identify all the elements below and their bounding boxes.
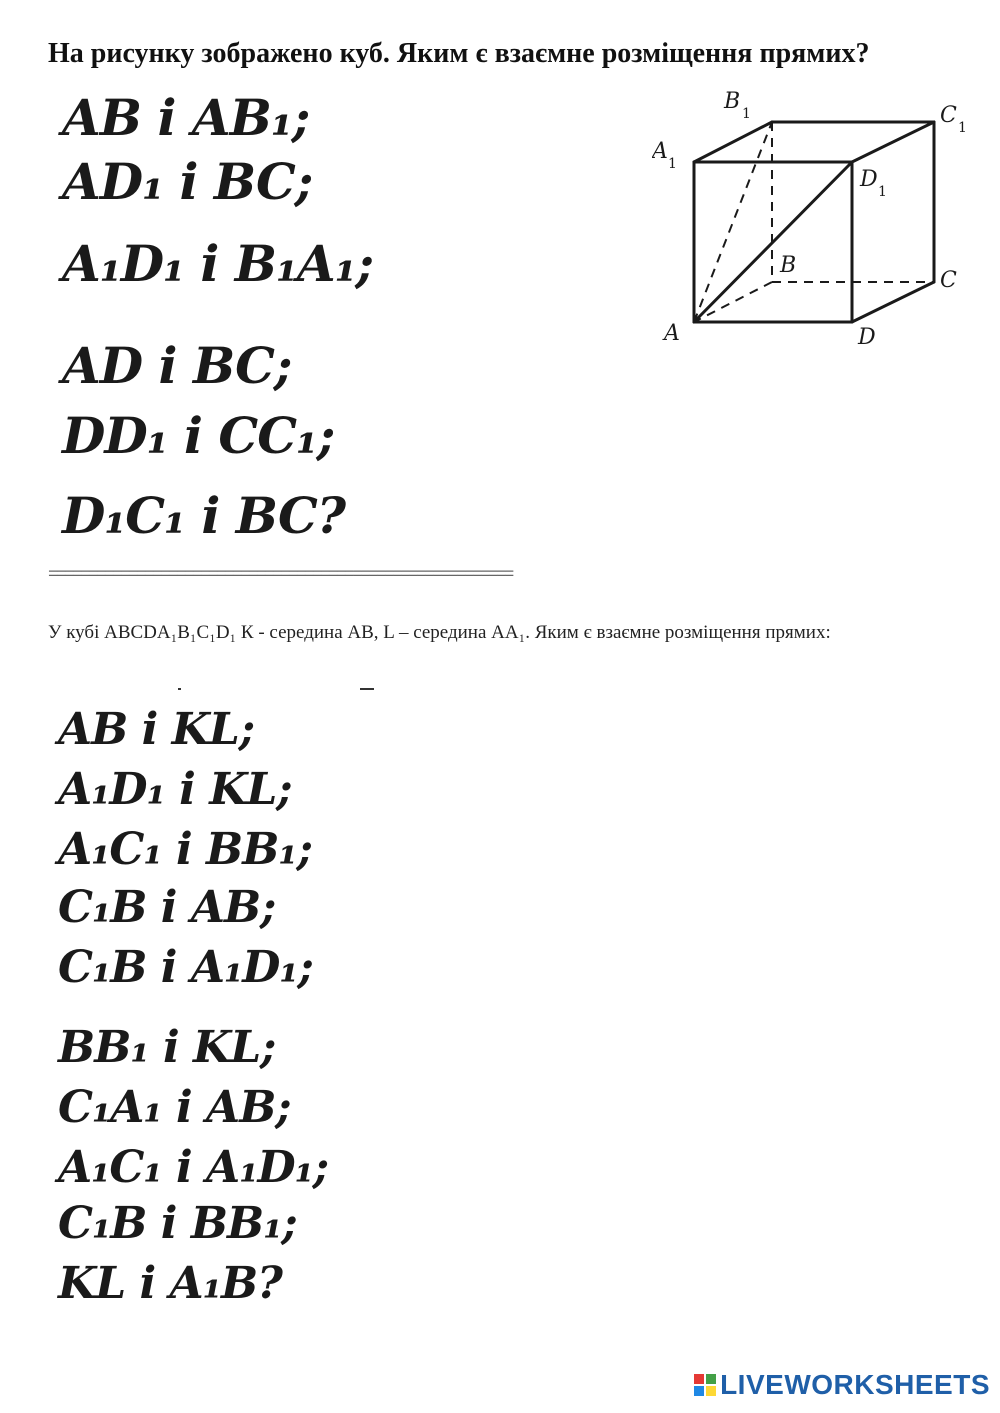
q2-item-5: C₁B і A₁D₁;	[58, 942, 313, 993]
stray-mark	[360, 688, 374, 690]
q2-item-7: C₁A₁ і AB;	[58, 1082, 291, 1133]
vertex-label-d1: D	[860, 167, 878, 192]
vertex-label-c: C	[940, 268, 957, 293]
edge-d-c	[852, 282, 934, 322]
vertex-sub-d1: 1	[878, 184, 887, 200]
vertex-sub-b1: 1	[742, 106, 751, 122]
q2-item-1: AB і KL;	[58, 704, 255, 755]
q1-item-5: DD₁ і CC₁;	[62, 406, 335, 465]
q2-item-9: C₁B і BB₁;	[58, 1198, 297, 1249]
edge-d1-c1	[852, 122, 934, 162]
q2-item-3: A₁C₁ і BB₁;	[58, 824, 312, 875]
hidden-edge-b-a	[694, 282, 772, 322]
liveworksheets-logo	[694, 1369, 990, 1401]
q2-item-2: A₁D₁ і KL;	[58, 764, 292, 815]
question-2-text: У кубі ABCDA₁B₁C₁D₁ К - середина АВ, L – середина АА₁. Яким є взаємне розміщення прямих:	[48, 622, 831, 643]
cube-diagram	[652, 82, 980, 358]
logo-icon	[694, 1374, 716, 1396]
vertex-label-d: D	[858, 325, 876, 350]
edge-a1-b1	[694, 122, 772, 162]
vertex-sub-a1: 1	[668, 156, 677, 172]
vertex-label-b1: B	[724, 89, 741, 114]
q2-item-8: A₁C₁ і A₁D₁;	[58, 1142, 329, 1193]
q2-item-4: C₁B і AB;	[58, 882, 276, 933]
vertex-label-c1: C	[940, 103, 957, 128]
section-separator: ==========================================================	[48, 566, 513, 585]
vertex-sub-c1: 1	[958, 120, 967, 136]
q1-item-6: D₁C₁ і BC?	[62, 486, 346, 545]
stray-mark	[178, 688, 181, 690]
q2-item-6: BB₁ і KL;	[58, 1022, 276, 1073]
vertex-label-a1: A	[652, 139, 668, 164]
vertex-label-a: A	[664, 321, 680, 346]
question-1-title: На рисунку зображено куб. Яким є взаємне розміщення прямих?	[48, 38, 870, 69]
vertex-label-b: B	[780, 253, 797, 278]
logo-text: LIVEWORKSHEETS	[720, 1369, 990, 1400]
hidden-diagonal-a-b1	[694, 122, 772, 322]
q1-item-1: AB і AB₁;	[62, 88, 310, 147]
q2-item-10: KL і A₁B?	[58, 1258, 282, 1309]
q1-item-3: A₁D₁ і B₁A₁;	[62, 234, 374, 293]
q1-item-4: AD і BC;	[62, 336, 292, 395]
q1-item-2: AD₁ і BC;	[62, 152, 313, 211]
